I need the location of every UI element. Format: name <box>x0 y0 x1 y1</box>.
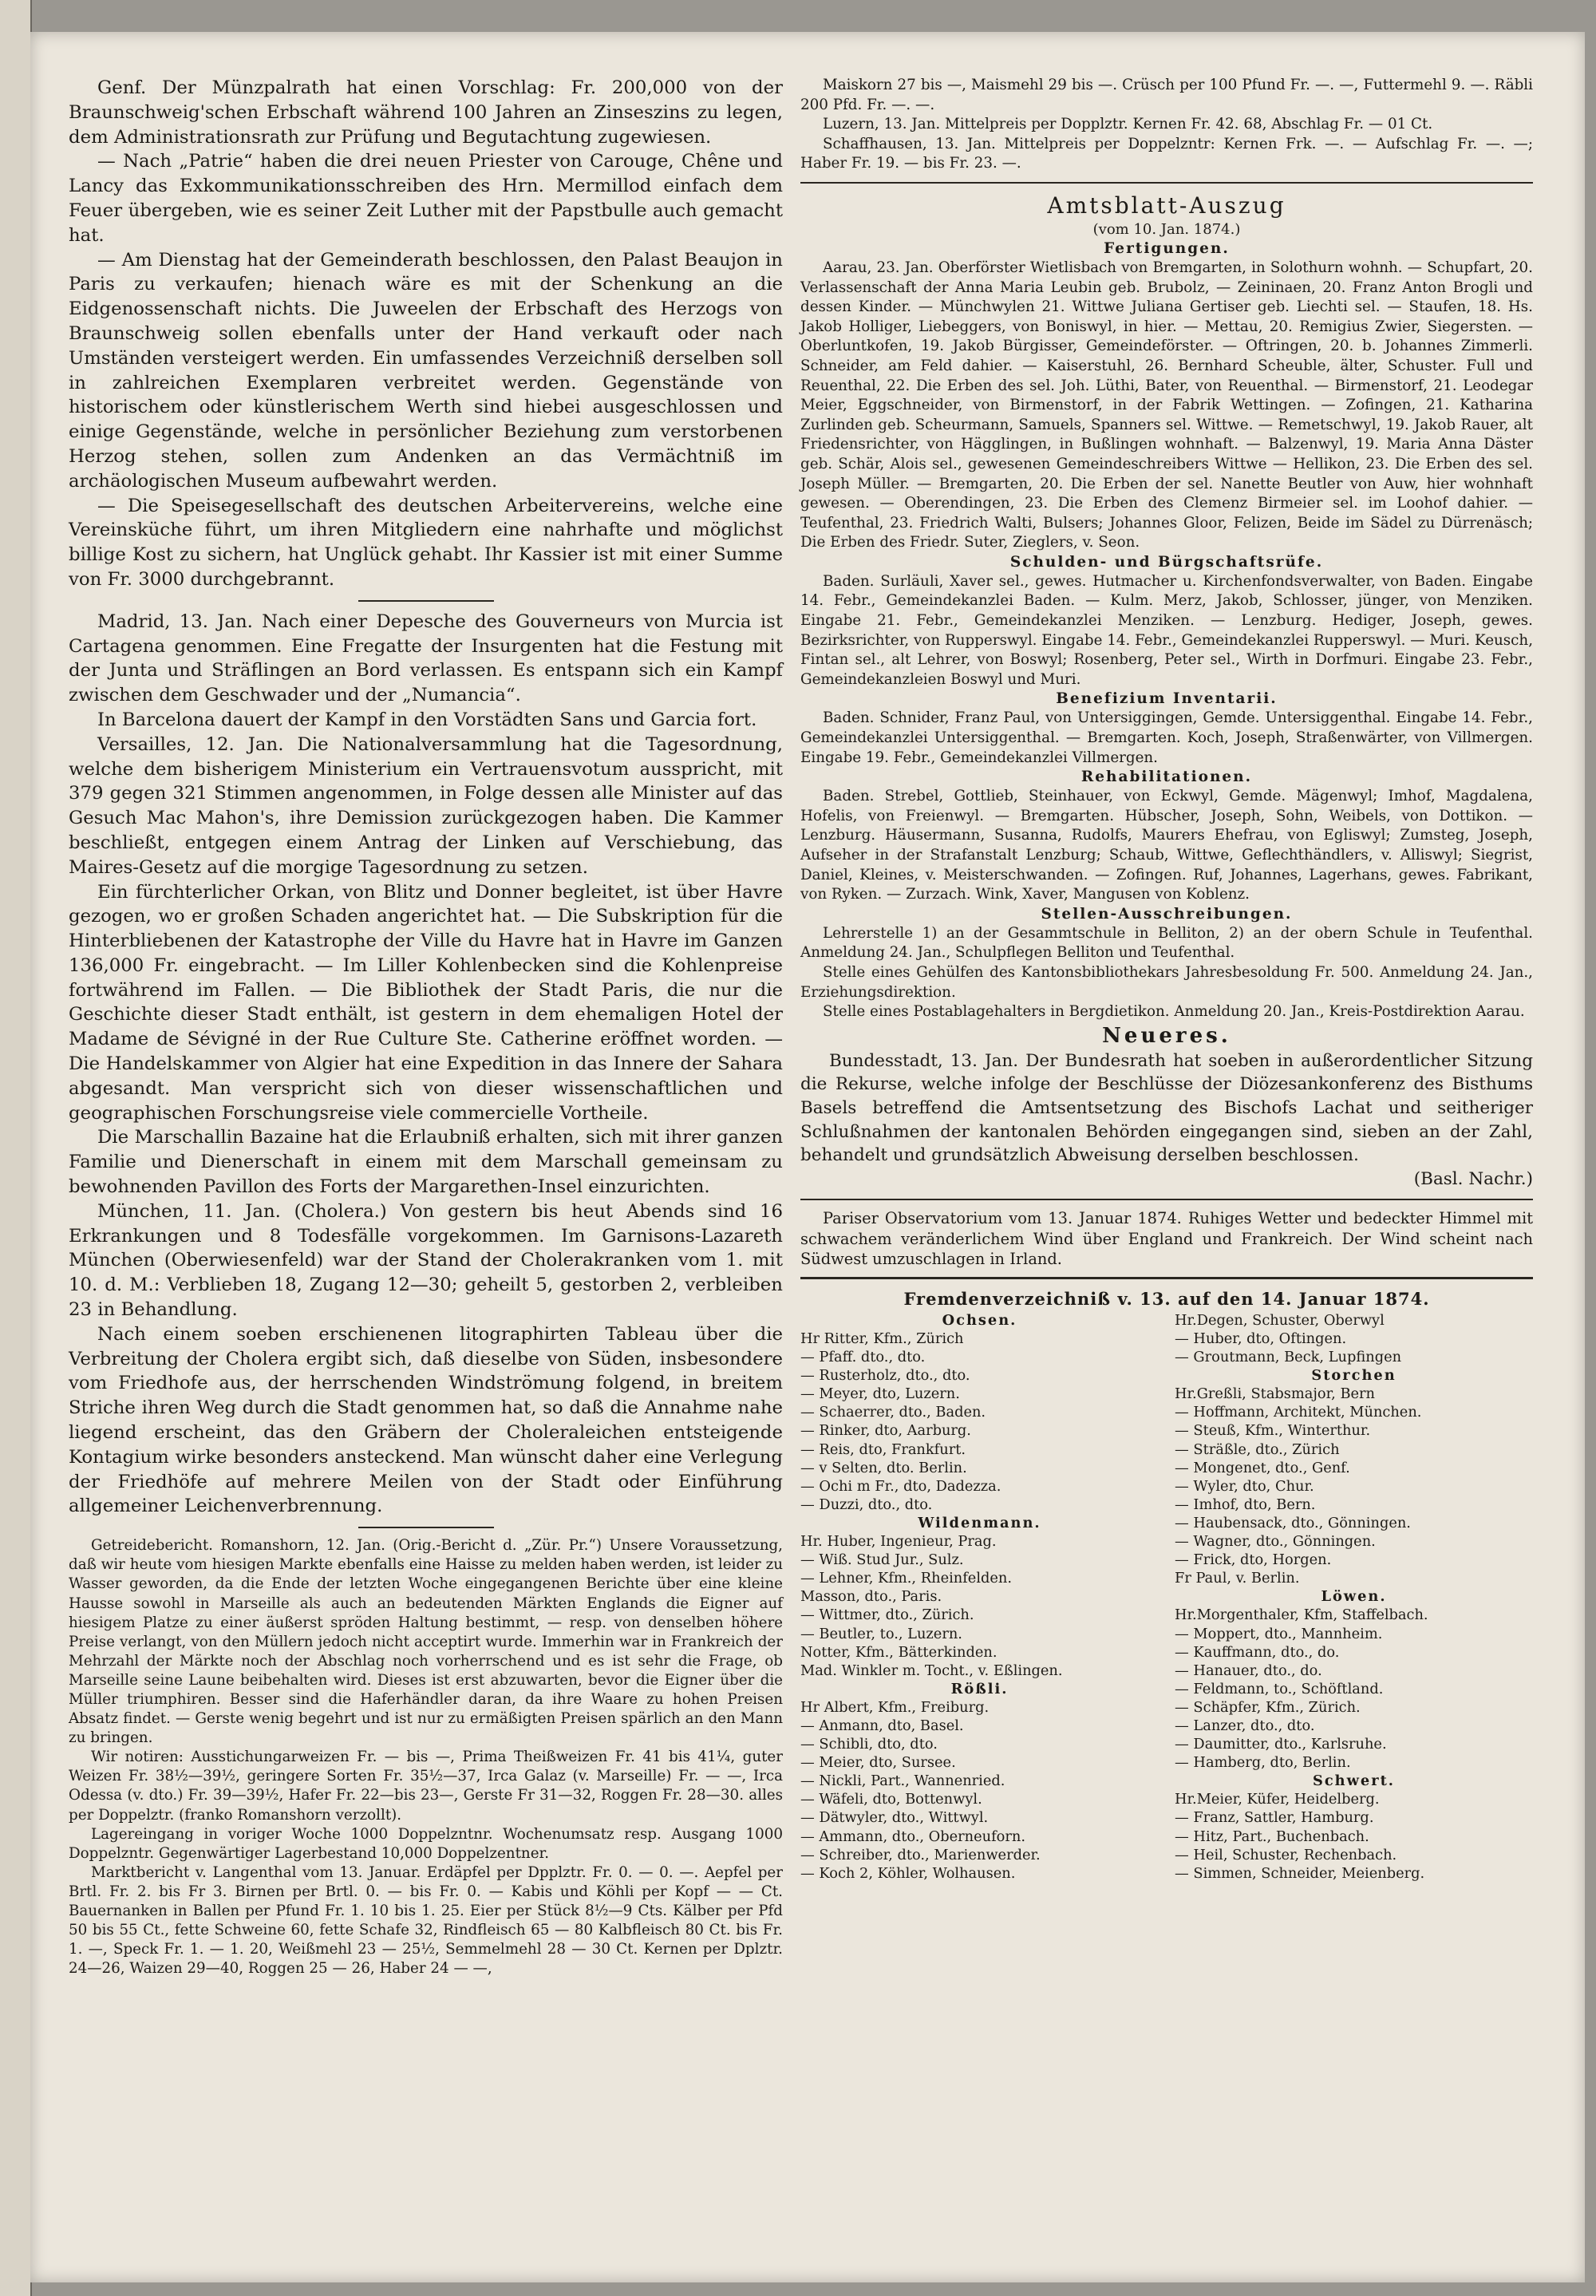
paragraph: Ein fürchterlicher Orkan, von Blitz und Donner begleitet, ist über Havre gezogen, wo er großen Schaden angerichtet hat. — Die Subskription für die Hinterbliebenen der Katastrophe der Ville du Havre hat in Havre im Ganzen 136,000 Fr. eingebracht. — Im Liller Kohlenbecken sind die Kohlenpreise fortwährend im Fallen. — Die Bibliothek der Stadt Paris, die nur die Geschichte dieser Stadt enthält, ist gestern in dem ehemaligen Hotel der Madame de Sévigné in der Rue Culture Ste. Catherine eröffnet worden. — Die Handelskammer von Algier hat eine Expedition in das Innere der Sahara abgesandt. Man verspricht sich von dieser wissenschaftlichen und geographischen Forschungsreise viele commercielle Vortheile. <box>69 881 783 1124</box>
guest-entry: Hr.Greßli, Stabsmajor, Bern <box>1175 1385 1375 1403</box>
divider <box>800 1199 1533 1200</box>
amtsblatt-date: (vom 10. Jan. 1874.) <box>1092 220 1241 238</box>
guest-entry: — Frick, dto, Horgen. <box>1175 1551 1332 1569</box>
paragraph: — Am Dienstag hat der Gemeinderath beschlossen, den Palast Beaujon in Paris zu verkaufen; hienach wäre es mit der Schenkung an die Eidgenossenschaft nichts. Die Juweelen der Erbschaft des Herzogs von Braunschweig sollen ebenfalls unter der Hand verkauft oder nach Umständen versteigert werden. Ein umfassendes Verzeichniß derselben soll in zahlreichen Exemplaren verbreitet werden. Gegenstände von historischem oder künstlerischem Werth sind hiebei ausgeschlossen und einige Gegenstände, welche in persönlicher Beziehung zum verstorbenen Herzog stehen, sollen zum Andenken an das Vermächtniß im archäologischen Museum aufbewahrt werden. <box>69 249 783 492</box>
guest-entry: — Ochi m Fr., dto, Dadezza. <box>800 1477 1001 1495</box>
guest-entry: — Schaerrer, dto., Baden. <box>800 1404 986 1421</box>
guest-entry: — Rusterholz, dto., dto. <box>800 1367 970 1385</box>
fertigungen-title: Fertigungen. <box>1104 239 1230 257</box>
guest-entry: — Kauffmann, dto., do. <box>1175 1643 1340 1661</box>
paragraph: Maiskorn 27 bis —, Maismehl 29 bis —. Crüsch per 100 Pfund Fr. —. —, Futtermehl 9. —. Räbli 200 Pfd. Fr. —. —. <box>800 77 1533 113</box>
hotel-heading: Ochsen. <box>942 1311 1017 1329</box>
divider <box>800 182 1533 184</box>
guest-entry: — Moppert, dto., Mannheim. <box>1175 1625 1383 1642</box>
hotel-heading: Löwen. <box>1321 1588 1387 1606</box>
guest-entry: — Wagner, dto., Gönningen. <box>1175 1533 1376 1551</box>
fremden-right-column <box>1175 1311 1533 1883</box>
schulden-text: Baden. Surläuli, Xaver sel., gewes. Hutmacher u. Kirchenfondsverwalter, von Baden. Eingabe 14. Febr., Gemeindekanzlei Baden. — Kulm. Merz, Jakob, Schlosser, jünger, von Menziken. Eingabe 21. Febr., Gemeindekanzlei Menziken. — Lenzburg. Hediger, Joseph, gewes. Bezirksrichter, von Rupperswyl. Eingabe 14. Febr., Gemeindekanzlei Rupperswyl. — Muri. Keusch, Fintan sel., alt Lehrer, von Boswyl; Rosenberg, Peter sel., Wirth in Dorfmuri. Eingabe 23. Febr., Gemeindekanzleien Boswyl und Muri. <box>800 572 1533 688</box>
guest-entry: — Hitz, Part., Buchenbach. <box>1175 1828 1369 1845</box>
guest-entry: — Rinker, dto, Aarburg. <box>800 1422 971 1440</box>
guest-entry: — Pfaff. dto., dto. <box>800 1349 926 1366</box>
paragraph: Genf. Der Münzpalrath hat einen Vorschlag: Fr. 200,000 von der Braunschweig'schen Erbschaft während 100 Jahren an Zinseszins zu legen, dem Administrationsrath zur Prüfung und Begutachtung zugewiesen. <box>69 77 783 148</box>
guest-entry: Notter, Kfm., Bätterkinden. <box>800 1643 998 1661</box>
guest-entry: Hr.Morgenthaler, Kfm, Staffelbach. <box>1175 1606 1428 1624</box>
paragraph: Nach einem soeben erschienenen litographirten Tableau über die Verbreitung der Cholera ergibt sich, daß dieselbe von Süden, insbesondere vom Friedhofe aus, der herrschenden Windströmung folgend, in breitem Striche ihren Weg durch die Stadt genommen hat, so daß die Annahme nahe liegend erscheint, das den Gräbern der Choleraleichen entsteigende Kontagium wirke besonders ansteckend. Man wünscht daher eine Verlegung der Friedhöfe auf mehrere Meilen von der Stadt oder Einführung allgemeiner Leichenverbrennung. <box>69 1323 783 1517</box>
guest-entry: Hr Albert, Kfm., Freiburg. <box>800 1698 990 1716</box>
guest-entry: — Meier, dto, Sursee. <box>800 1754 956 1772</box>
observatorium-text: Pariser Observatorium vom 13. Januar 1874. Ruhiges Wetter und bedeckter Himmel mit schwachem veränderlichem Wind über England und Frankreich. Der Wind scheint nach Südwest umzuschlagen in Irland. <box>800 1209 1533 1268</box>
stellen-title: Stellen-Ausschreibungen. <box>1041 905 1293 923</box>
guest-entry: — Hamberg, dto, Berlin. <box>1175 1754 1351 1772</box>
fremden-title: Fremdenverzeichniß v. 13. auf den 14. Januar 1874. <box>903 1288 1430 1309</box>
guest-entry: — Dätwyler, dto., Wittwyl. <box>800 1809 989 1827</box>
guest-entry: — Lanzer, dto., dto. <box>1175 1717 1315 1734</box>
paragraph: Versailles, 12. Jan. Die Nationalversammlung hat die Tagesordnung, welche dem bisherigem Ministerium ein Vertrauensvotum ausspricht, mit 379 gegen 321 Stimmen angenommen, in Folge dessen alle Minister auf das Gesuch Mac Mahon's, ihre Demission zurückgezogen haben. Die Kammer beschließt, entgegen einem Antrag der Linken auf Verschiebung, das Maires-Gesetz auf die morgige Tagesordnung zu setzen. <box>69 733 783 878</box>
hotel-heading: Storchen <box>1311 1367 1396 1385</box>
guest-entry: — Mongenet, dto., Genf. <box>1175 1459 1350 1476</box>
guest-entry: — Wittmer, dto., Zürich. <box>800 1606 974 1624</box>
neueres-source: (Basl. Nachr.) <box>1413 1168 1533 1189</box>
guest-entry: — Groutmann, Beck, Lupfingen <box>1175 1349 1402 1366</box>
amtsblatt-title: Amtsblatt-Auszug <box>1047 192 1286 219</box>
divider <box>358 1527 494 1528</box>
paragraph: Schaffhausen, 13. Jan. Mittelpreis per Doppelzntr: Kernen Frk. —. — Aufschlag Fr. —. —; Haber Fr. 19. — bis Fr. 23. —. <box>800 135 1533 172</box>
guest-entry: — Huber, dto, Oftingen. <box>1175 1330 1347 1348</box>
muenchen-section <box>69 1199 783 1519</box>
guest-entry: — Meyer, dto, Luzern. <box>800 1385 960 1403</box>
langenthal-report: Marktbericht v. Langenthal vom 13. Januar. Erdäpfel per Dpplztr. Fr. 0. — 0. —. Aepfel per Brtl. Fr. 2. bis Fr 3. Birnen per Brtl. 0. — bis Fr. 0. — Kabis und Köhli per Kopf — — Ct. Bauernanken in Ballen per Pfund Fr. 1. 10 bis 1. 25. Eier per Stück 8½—9 Cts. Kälber per Pfd 50 bis 55 Ct., fette Schweine 60, fette Schafe 32, Rindfleisch 65 — 80 Kalbfleisch 80 Ct. bis Fr. 1. —, Speck Fr. 1. — 1. 20, Weißmehl 23 — 25½, Semmelmehl 28 — 30 Ct. Kernen per Dplztr. 24—26, Waizen 29—40, Roggen 25 — 26, Haber 24 — —, <box>69 1863 783 1978</box>
guest-entry: — Ammann, dto., Oberneuforn. <box>800 1828 1025 1845</box>
guest-entry: — Wäfeli, dto, Bottenwyl. <box>800 1791 982 1808</box>
paragraph: Die Marschallin Bazaine hat die Erlaubniß erhalten, sich mit ihrer ganzen Familie und Dienerschaft in einem mit dem Marschall gemeinsam zu bewohnenden Pavillon des Forts der Margarethen-Insel einzurichten. <box>69 1127 783 1198</box>
adjacent-page-edge <box>0 0 32 2296</box>
versailles-section <box>69 733 783 1199</box>
guest-entry: Hr.Meier, Küfer, Heidelberg. <box>1175 1791 1380 1808</box>
paragraph: — Nach „Patrie“ haben die drei neuen Priester von Carouge, Chêne und Lancy das Exkommunikationsschreiben des Hrn. Mermillod einfach dem Feuer übergeben, wie es seiner Zeit Luther mit der Papstbulle auch gemacht hat. <box>69 151 783 246</box>
guest-entry: — Hanauer, dto., do. <box>1175 1662 1322 1679</box>
guest-entry: — Schibli, dto, dto. <box>800 1736 938 1753</box>
guest-entry: — Steuß, Kfm., Winterthur. <box>1175 1422 1371 1440</box>
guest-entry: — Simmen, Schneider, Meienberg. <box>1175 1864 1425 1882</box>
left-column <box>69 76 783 1978</box>
guest-entry: — Koch 2, Köhler, Wolhausen. <box>800 1864 1016 1882</box>
paragraph: Wir notiren: Ausstichungarweizen Fr. — bis —, Prima Theißweizen Fr. 41 bis 41¼, guter Weizen Fr. 38½—39½, geringere Sorten Fr. 35½—37, Irca Galaz (v. Marseille) Fr. — —, Irca Odessa (v. dto.) Fr. 39—39½, Hafer Fr. 22—bis 23—, Gerste Fr 31—32, Roggen Fr. 28—30. alles per Doppelztr. (franko Romanshorn verzollt). <box>69 1749 783 1824</box>
divider <box>358 600 494 602</box>
guest-entry: — Anmann, dto, Basel. <box>800 1717 964 1734</box>
guest-entry: — Nickli, Part., Wannenried. <box>800 1772 1005 1790</box>
fremden-left-column <box>800 1311 1159 1883</box>
guest-entry: — Schäpfer, Kfm., Zürich. <box>1175 1698 1361 1716</box>
guest-entry: Fr Paul, v. Berlin. <box>1175 1570 1300 1587</box>
guest-entry: — Reis, dto, Frankfurt. <box>800 1440 966 1458</box>
guest-entry: Hr. Huber, Ingenieur, Prag. <box>800 1533 997 1551</box>
guest-entry: — Beutler, to., Luzern. <box>800 1625 962 1642</box>
guest-entry: — Daumitter, dto., Karlsruhe. <box>1175 1736 1387 1753</box>
guest-entry: — Duzzi, dto., dto. <box>800 1496 933 1513</box>
benefizium-text: Baden. Schnider, Franz Paul, von Untersiggingen, Gemde. Untersiggenthal. Eingabe 14. Febr., Gemeindekanzlei Untersiggenthal. — Bremgarten. Koch, Joseph, Straßenwärter, von Villmergen. Eingabe 19. Febr., Gemeindekanzlei Villmergen. <box>800 709 1533 766</box>
madrid-section <box>69 610 783 733</box>
guest-entry: — Wyler, dto, Chur. <box>1175 1477 1314 1495</box>
stellen-list <box>800 924 1533 1022</box>
neueres-text: Bundesstadt, 13. Jan. Der Bundesrath hat soeben in außerordentlicher Sitzung die Rekurse, welche infolge der Beschlüsse der Diözesankonferenz des Bisthums Basels betreffend die Amtsentsetzung des Bischofs Lachat und seitheriger Schlußnahmen der kantonalen Behörden eingegangen sind, sieben an der Zahl, behandelt und grundsätzlich Abweisung derselben beschlossen. <box>800 1050 1533 1166</box>
guest-entry: — Heil, Schuster, Rechenbach. <box>1175 1846 1397 1863</box>
paragraph: Stelle eines Gehülfen des Kantonsbibliothekars Jahresbesoldung Fr. 500. Anmeldung 24. Jan., Erziehungsdirektion. <box>800 963 1533 1001</box>
hotel-heading: Rößli. <box>950 1680 1009 1697</box>
guest-entry: — Imhof, dto, Bern. <box>1175 1496 1316 1513</box>
neueres-title: Neueres. <box>1102 1023 1231 1048</box>
paragraph: München, 11. Jan. (Cholera.) Von gestern bis heut Abends sind 16 Erkrankungen und 8 Todesfälle vorgekommen. Im Garnisons-Lazareth München (Oberwiesenfeld) war der Stand der Cholerakranken vom 1. mit 10. d. M.: Verblieben 18, Zugang 12—30; geheilt 5, gestorben 2, verbleiben 23 in Behandlung. <box>69 1200 783 1321</box>
guest-entry: — Feldmann, to., Schöftland. <box>1175 1680 1384 1697</box>
rehab-title: Rehabilitationen. <box>1080 769 1253 786</box>
paragraph: Luzern, 13. Jan. Mittelpreis per Dopplztr. Kernen Fr. 42. 68, Abschlag Fr. — 01 Ct. <box>823 116 1433 133</box>
schulden-title: Schulden- und Bürgschaftsrüfe. <box>1009 553 1324 571</box>
top-markets <box>800 76 1533 174</box>
guest-entry: Hr Ritter, Kfm., Zürich <box>800 1330 964 1348</box>
paragraph: Stelle eines Postablagehalters in Bergdietikon. Anmeldung 20. Jan., Kreis-Postdirektion Aarau. <box>823 1003 1525 1021</box>
guest-entry: Hr.Degen, Schuster, Oberwyl <box>1175 1311 1385 1329</box>
guest-entry: Masson, dto., Paris. <box>800 1588 942 1606</box>
paragraph: Lagereingang in voriger Woche 1000 Doppelzntnr. Wochenumsatz resp. Ausgang 1000 Doppelzntr. Gegenwärtiger Lagerbestand 10,000 Doppelzentner. <box>69 1825 783 1862</box>
rehab-text: Baden. Strebel, Gottlieb, Steinhauer, von Eckwyl, Gemde. Mägenwyl; Imhof, Magdalena, Hofelis, von Freienwyl. — Bremgarten. Hübscher, Joseph, Sohn, Weibels, von Dottikon. — Lenzburg. Häusermann, Susanna, Rudolfs, Maurers Ehefrau, von Egliswyl; Zumsteg, Joseph, Aufseher in der Strafanstalt Lenzburg; Schaub, Wittwe, Geflechthändlers, v. Alliswyl; Siegrist, Daniel, Kleines, v. Meisterschwanden. — Zofingen. Ruf, Johannes, Lagerhans, gewes. Fabrikant, von Ryken. — Zurzach. Wink, Xaver, Mangusen von Koblenz. <box>800 788 1533 903</box>
divider <box>800 1277 1533 1279</box>
guest-entry: — Franz, Sattler, Hamburg. <box>1175 1809 1374 1827</box>
paragraph: — Die Speisegesellschaft des deutschen Arbeitervereins, welche eine Vereinsküche führt, um ihren Mitgliedern eine nahrhafte und möglichst billige Kost zu sichern, hat Unglück gehabt. Ihr Kassier ist mit einer Summe von Fr. 3000 durchgebrannt. <box>69 495 783 590</box>
hotel-heading: Schwert. <box>1313 1772 1395 1790</box>
right-column <box>800 76 1533 1883</box>
guest-entry: — Haubensack, dto., Gönningen. <box>1175 1514 1411 1531</box>
paragraph: Madrid, 13. Jan. Nach einer Depesche des Gouverneurs von Murcia ist Cartagena genommen. Eine Fregatte der Insurgenten hat die Festung mit der Junta und Sträflingen an Bord verlassen. Es entspann sich ein Kampf zwischen dem Geschwader und der „Numancia“. <box>69 611 783 706</box>
guest-entry: Mad. Winkler m. Tocht., v. Eßlingen. <box>800 1662 1063 1679</box>
paragraph: Lehrerstelle 1) an der Gesammtschule in Belliton, 2) an der obern Schule in Teufenthal. Anmeldung 24. Jan., Schulpflegen Belliton und Teufenthal. <box>800 924 1533 962</box>
hotel-heading: Wildenmann. <box>918 1514 1041 1531</box>
guest-entry: — Hoffmann, Architekt, München. <box>1175 1404 1422 1421</box>
guest-entry: — Wiß. Stud Jur., Sulz. <box>800 1551 964 1569</box>
paragraph: Getreidebericht. Romanshorn, 12. Jan. (Orig.-Bericht d. „Zür. Pr.“) Unsere Voraussetzung, daß wir heute vom hiesigen Markte ebenfalls eine Haisse zu melden haben werden, ist leider zu Wasser geworden, da die Ende der letzten Woche eingegangenen Berichte über eine kleine Hausse sowohl in Marseille als auch an bedeutenden Märkten Englands die Eigner auf hiesigem Platze zu einer äußerst spröden Haltung bestimmt, — resp. von denselben höhere Preise verlangt, von den Müllern jedoch nicht acceptirt wurde. Immerhin war in Frankreich der Mehrzahl der Märkte noch der Abschlag noch vorherrschend und es ist sehr die Frage, ob Marseille seine Laune beibehalten wird. Dieses ist erst abzuwarten, bevor die Eigner über die Müller triumphiren. Besser sind die Haferhändler daran, da ihre Waare zu hohen Preisen Absatz findet. — Gerste wenig begehrt und ist nur zu ermäßigten Preisen spärlich an den Mann zu bringen. <box>69 1537 783 1747</box>
guest-entry: — v Selten, dto. Berlin. <box>800 1459 967 1476</box>
guest-entry: — Sträßle, dto., Zürich <box>1175 1440 1340 1458</box>
benefizium-title: Benefizium Inventarii. <box>1056 690 1278 708</box>
fertigungen-text: Aarau, 23. Jan. Oberförster Wietlisbach von Bremgarten, in Solothurn wohnh. — Schupfart, 20. Verlassenschaft der Anna Maria Leubin geb. Brubolz, — Zeininaen, 20. Franz Anton Brogli und dessen Kinder. — Münchwylen 21. Wittwe Juliana Gertiser geb. Liechti sel. — Staufen, 18. Hs. Jakob Holliger, Liebeggers, von Boniswyl, in hier. — Mettau, 20. Remigius Zwier, Siegersten. — Oberluntkofen, 19. Jakob Bürgisser, Gemeindeförster. — Oftringen, 20. b. Johannes Zimmerli. Schneider, am Feld dahier. — Kaiserstuhl, 26. Bernhard Scheuble, älter, Schuster. Full und Reuenthal, 22. Die Erben des sel. Joh. Lüthi, Bater, von Reuenthal. — Birmenstorf, 21. Leodegar Meier, Eggschneider, von Birmenstorf, in der Fabrik Wettingen. — Zofingen, 21. Katharina Zurlinden geb. Scheurmann, Samuels, Spanners sel. Wittwe. — Remetschwyl, 19. Jakob Rauer, alt Friedensrichter, von Hägglingen, in Bußlingen wohnhaft. — Balzenwyl, 19. Maria Anna Däster geb. Schär, Alois sel., gewesenen Gemeindeschreibers Wittwe — Hellikon, 23. Die Erben des sel. Joseph Müller. — Bremgarten, 20. Die Erben der sel. Nanette Beutler von Auw, hier wohnhaft gewesen. — Oberendingen, 23. Die Erben des Clemenz Birmeier sel. im Loohof dahier. — Teufenthal, 23. Friedrich Walti, Bulsers; Johannes Gloor, Felizen, Beide im Sädel zu Dürrenäsch; Die Erben des Friedr. Suter, Zieglers, v. Seon. <box>800 259 1533 551</box>
fremden-list <box>800 1311 1533 1883</box>
getreide-section <box>69 1536 783 1863</box>
guest-entry: — Lehner, Kfm., Rheinfelden. <box>800 1570 1013 1587</box>
guest-entry: — Schreiber, dto., Marienwerder. <box>800 1846 1041 1863</box>
paragraph: In Barcelona dauert der Kampf in den Vorstädten Sans und Garcia fort. <box>97 709 757 730</box>
newspaper-page <box>30 32 1585 2282</box>
genf-section <box>69 76 783 592</box>
